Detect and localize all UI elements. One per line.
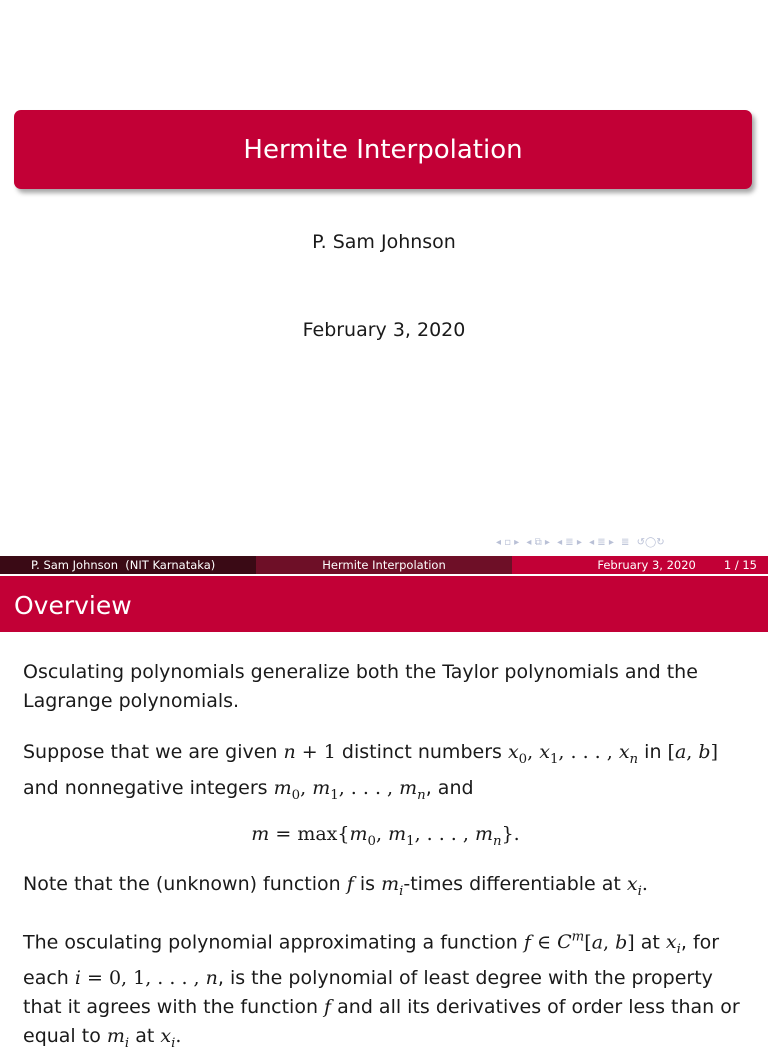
footer-author: P. Sam Johnson (NIT Karnataka)	[0, 556, 256, 574]
footer-right	[512, 556, 768, 574]
footer-title: Hermite Interpolation	[256, 556, 512, 574]
paragraph-2: Suppose that we are given n + 1 distinct numbers $x_0$, $x_1$, . . . , $x_n$ in [a, b] and nonnegative integers $m_0$, $m_1$, . . . , $m_n$, and	[23, 741, 718, 803]
slide-title: Hermite Interpolation	[243, 134, 523, 165]
slide-author: P. Sam Johnson	[312, 231, 456, 253]
beamer-navigation	[496, 537, 764, 553]
footer-page-number: 1 / 15	[723, 558, 757, 572]
nav-align-icon[interactable]: ≣	[621, 537, 630, 548]
nav-frame-icon[interactable]: ◂ ⧉ ▸	[526, 537, 550, 548]
slide-title-box	[14, 110, 752, 189]
slide-footer	[0, 556, 768, 574]
nav-search-icon[interactable]: ↺◯↻	[636, 537, 665, 548]
paragraph-1: Osculating polynomials generalize both the Taylor polynomials and the Lagrange polynomials.	[23, 661, 698, 712]
nav-subsection-icon[interactable]: ◂ ≣ ▸	[557, 537, 582, 548]
slide-date: February 3, 2020	[302, 319, 466, 341]
footer-date: February 3, 2020	[597, 558, 696, 572]
nav-section-icon[interactable]: ◂ ≣ ▸	[589, 537, 614, 548]
paragraph-3: Note that the (unknown) function f is $m_i$-times differentiable at $x_i$.	[23, 873, 648, 899]
paragraph-4: The osculating polynomial approximating a function f ∈ $C^m[a$, b] at $x_i$, for each i = 0, 1, . . . , n, is the polynomial of least degree with the property that it agrees with the function f and all its derivatives of order less than or equal to $m_i$ at $x_i$.	[23, 930, 740, 1051]
max-equation: $m = \max\{m_0$, $m_1$, . . . , $m_n$}.	[251, 823, 520, 849]
nav-prev-icon[interactable]: ◂ ▫ ▸	[496, 537, 520, 548]
frame-title: Overview	[0, 576, 768, 632]
